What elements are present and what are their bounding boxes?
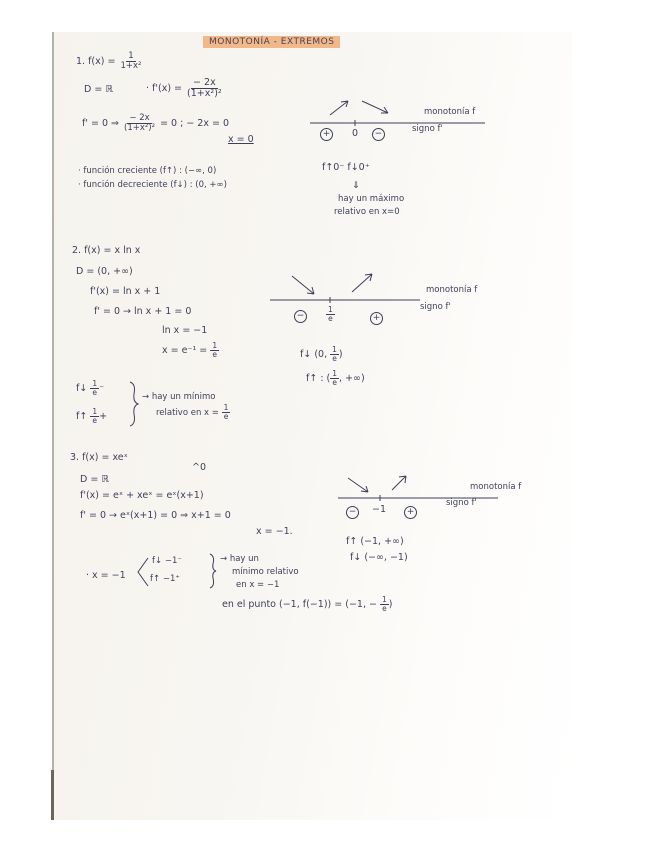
ex2-label-signo: signo f' [420,302,451,312]
ex1-eq-rhs: = 0 ; − 2x = 0 [160,117,230,129]
ex2-label-monotonia: monotonía f [426,285,478,295]
ex3-derivative: f'(x) = eˣ + xeˣ = eˣ(x+1) [80,490,204,501]
ex1-eq-num: − 2x [129,113,150,123]
ex3-conclusion-1: → hay un [220,554,259,564]
ex2-left1-num: 1 [92,379,98,388]
ex2-brace [128,380,140,428]
ex2-point-den: e [328,313,333,323]
ex2-left-limit-1 [76,380,104,397]
ex1-derivative [146,78,224,99]
ex3-conclusion-2: mínimo relativo [232,567,299,577]
ex2-inc-num: 1 [332,369,338,378]
ex2-function: 2. f(x) = x ln x [72,245,141,256]
ex2-left1-sup: ⁻ [99,382,105,394]
ex1-limits: f↑0⁻ f↓0⁺ [322,162,370,173]
ex1-critical-point: 0 [352,128,359,139]
ex3-solution: x = −1. [256,526,293,537]
ex2-concl2-num: 1 [223,403,229,412]
ex3-label-signo: signo f' [446,498,477,508]
ex2-equation-3 [162,342,219,359]
ex2-increasing [306,370,365,387]
ex1-function-label: 1. f(x) = [76,55,116,67]
ex1-solution: x = 0 [228,134,254,145]
ex2-equation-2: ln x = −1 [162,325,208,336]
ex1-label-signo: signo f' [412,124,443,134]
ex1-sign-right: − [372,128,385,141]
ex1-f-num: 1 [128,51,134,61]
ex3-brace [208,552,218,590]
ex3-bracket [136,556,150,588]
ex2-left1-label: f↓ [76,382,88,394]
ex1-conclusion-1: hay un máximo [338,194,405,204]
ex1-increasing: · función creciente (f↑) : (−∞, 0) [78,166,217,176]
ex3-left-x: · x = −1 [86,570,126,581]
ex3-left-top: f↓ −1⁻ [152,556,182,566]
ex1-conclusion-2: relativo en x=0 [334,207,400,217]
ex2-left2-label: f↑ [76,410,88,422]
ex1-sign-left: + [320,128,333,141]
ex1-label-monotonia: monotonía f [424,107,476,117]
ex3-decreasing: f↓ (−∞, −1) [350,552,408,563]
ex2-left-limit-2 [76,408,107,425]
ex3-sign-right: + [404,506,417,519]
ex2-dec-den: e [332,353,337,363]
ex3-point-end: ) [388,598,393,610]
ex2-eq3-num: 1 [212,341,218,350]
page-edge [52,32,54,820]
ex2-point-num: 1 [328,305,333,314]
ex2-eq3-den: e [212,349,218,359]
ex1-function [76,52,143,71]
ex3-left-bottom: f↑ −1⁺ [150,574,180,584]
ex3-function: 3. f(x) = xeˣ [70,452,128,463]
ex3-sign-left: − [346,506,359,519]
ex1-equation [82,114,229,133]
ex2-left2-num: 1 [92,407,98,416]
ex2-inc-label: f↑ : ( [306,372,331,384]
ex2-concl2-den: e [223,411,229,421]
ex3-equation: f' = 0 → eˣ(x+1) = 0 ⇒ x+1 = 0 [80,510,231,521]
page-edge-shadow [51,770,54,820]
ex3-increasing: f↑ (−1, +∞) [346,536,404,547]
ex2-conclusion-1: → hay un mínimo [142,392,216,402]
page-title: MONOTONÍA - EXTREMOS [203,36,340,48]
ex3-point [222,596,392,613]
ex3-point-den: e [382,603,387,613]
ex1-eq-den: (1+x²)² [124,122,156,133]
ex3-point-num: 1 [381,595,387,604]
ex3-note: ^0 [192,462,207,473]
ex1-f-den: 1+x² [120,60,142,71]
ex2-inc-end: , +∞) [339,372,365,384]
ex3-critical-point: −1 [372,504,387,515]
ex2-left1-den: e [92,387,98,397]
ex2-sign-left: − [294,310,307,323]
ex3-domain: D = ℝ [80,474,109,485]
ex2-derivative: f'(x) = ln x + 1 [90,286,161,297]
ex2-inc-den: e [332,377,337,387]
ex2-left2-sup: + [99,410,108,422]
ex2-dec-end: ) [338,348,343,360]
ex1-derivative-label: · f'(x) = [146,82,183,94]
ex2-sign-right: + [370,312,383,325]
ex2-decreasing [300,346,343,363]
ex2-equation: f' = 0 → ln x + 1 = 0 [94,306,192,317]
ex2-left2-den: e [92,415,98,425]
ex3-conclusion-3: en x = −1 [236,580,280,590]
ex2-eq3-lhs: x = e⁻¹ = [162,344,208,356]
ex2-concl2-label: relativo en x = [156,407,219,418]
ex2-dec-num: 1 [332,345,337,354]
ex2-conclusion-2 [156,404,230,421]
ex1-domain: D = ℝ [84,84,113,95]
ex1-implies-arrow: ⇓ [352,180,360,191]
ex1-deriv-num: − 2x [193,77,216,88]
ex3-point-label: en el punto (−1, f(−1)) = (−1, − [222,598,377,610]
ex1-decreasing: · función decreciente (f↓) : (0, +∞) [78,180,227,190]
ex2-critical-point [326,306,335,323]
ex3-label-monotonia: monotonía f [470,482,522,492]
ex2-dec-label: f↓ (0, [300,348,331,360]
ex1-eq-lhs: f' = 0 ⇒ [82,117,119,129]
ex2-domain: D = (0, +∞) [76,266,133,277]
ex1-deriv-den: (1+x²)² [187,87,222,99]
